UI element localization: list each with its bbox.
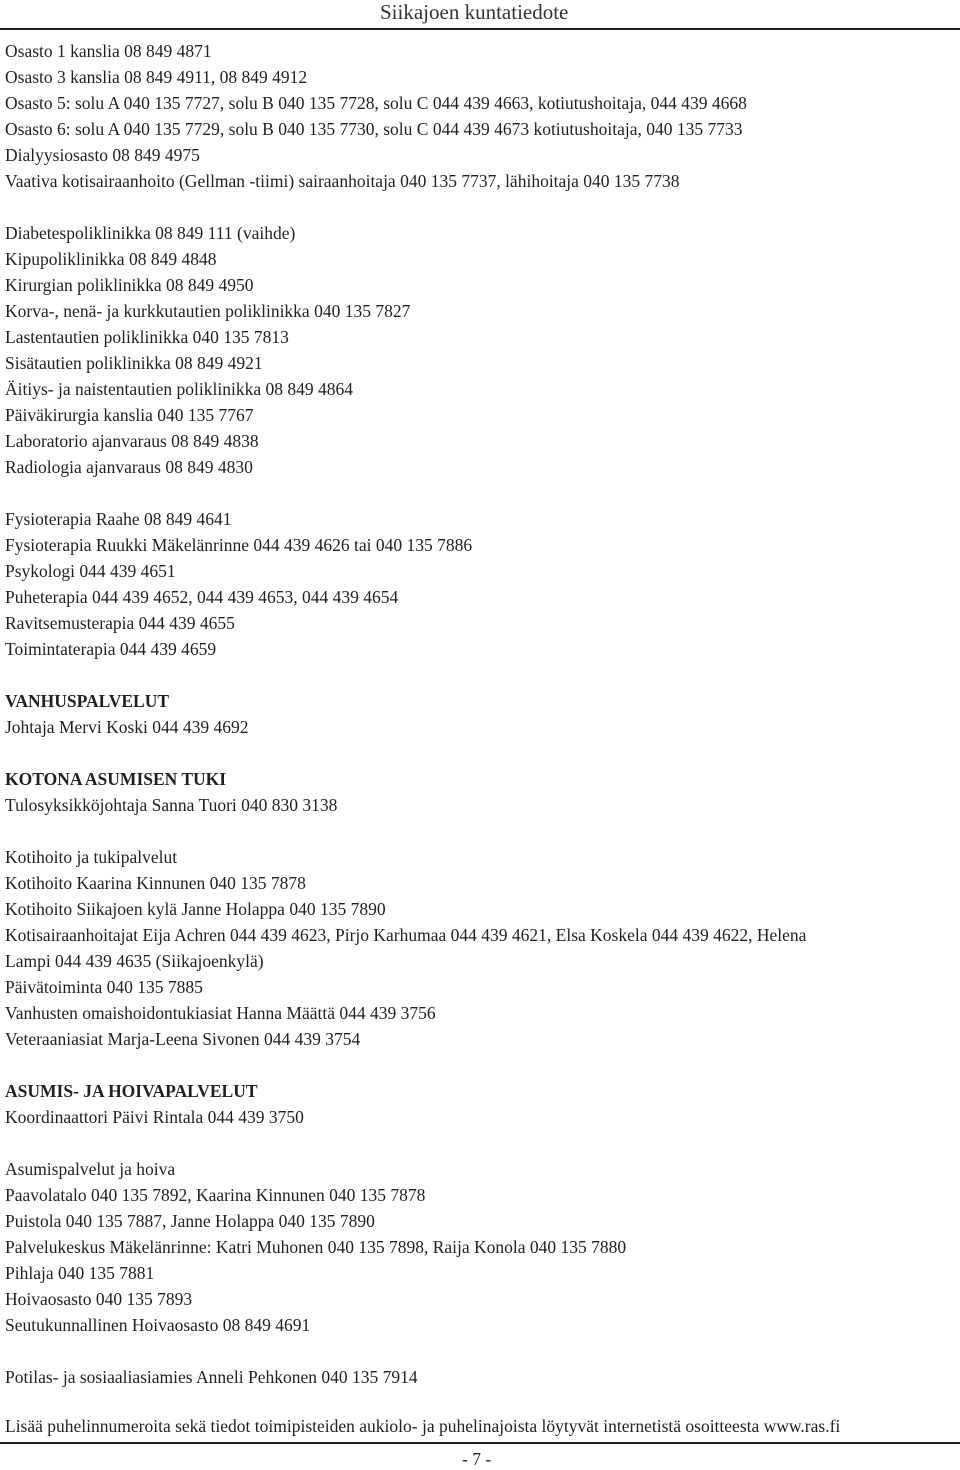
caregiver-support-line: Vanhusten omaishoidontukiasiat Hanna Määttä 044 439 3756 xyxy=(5,1003,436,1023)
spacer xyxy=(5,1130,955,1156)
regional-care-ward-line: Seutukunnallinen Hoivaosasto 08 849 4691 xyxy=(5,1315,311,1335)
ombudsman-line: Potilas- ja sosiaaliasiamies Anneli Pehkonen 040 135 7914 xyxy=(5,1367,418,1387)
ward-5-line: Osasto 5: solu A 040 135 7727, solu B 040 135 7728, solu C 044 439 4663, kotiutushoitaja, 044 439 4668 xyxy=(5,93,747,113)
home-nurses-line: Kotisairaanhoitajat Eija Achren 044 439 4623, Pirjo Karhumaa 044 439 4621, Elsa Koskela 044 439 4622, Helena xyxy=(5,925,807,945)
laboratory-line: Laboratorio ajanvaraus 08 849 4838 xyxy=(5,431,259,451)
contact-list xyxy=(5,38,955,1390)
physiotherapy-raahe-line: Fysioterapia Raahe 08 849 4641 xyxy=(5,509,232,529)
psychologist-line: Psykologi 044 439 4651 xyxy=(5,561,176,581)
pediatric-clinic-line: Lastentautien poliklinikka 040 135 7813 xyxy=(5,327,289,347)
housing-care-subheading: Asumispalvelut ja hoiva xyxy=(5,1159,176,1179)
pihlaja-line: Pihlaja 040 135 7881 xyxy=(5,1263,155,1283)
day-surgery-line: Päiväkirurgia kanslia 040 135 7767 xyxy=(5,405,254,425)
radiology-line: Radiologia ajanvaraus 08 849 4830 xyxy=(5,457,253,477)
internal-medicine-clinic-line: Sisätautien poliklinikka 08 849 4921 xyxy=(5,353,263,373)
day-activity-line: Päivätoiminta 040 135 7885 xyxy=(5,977,203,997)
puistola-line: Puistola 040 135 7887, Janne Holappa 040 135 7890 xyxy=(5,1211,375,1231)
surgery-clinic-line: Kirurgian poliklinikka 08 849 4950 xyxy=(5,275,254,295)
veteran-affairs-line: Veteraaniasiat Marja-Leena Sivonen 044 439 3754 xyxy=(5,1029,361,1049)
spacer xyxy=(5,1338,955,1364)
ward-1-line: Osasto 1 kanslia 08 849 4871 xyxy=(5,41,212,61)
occupational-therapy-line: Toimintaterapia 044 439 4659 xyxy=(5,639,217,659)
spacer xyxy=(5,1052,955,1078)
header-divider xyxy=(0,28,960,30)
ent-clinic-line: Korva-, nenä- ja kurkkutautien poliklinikka 040 135 7827 xyxy=(5,301,411,321)
coordinator-line: Koordinaattori Päivi Rintala 044 439 3750 xyxy=(5,1107,304,1127)
home-hospital-care-line: Vaativa kotisairaanhoito (Gellman -tiimi) sairaanhoitaja 040 135 7737, lähihoitaja 040 135 7738 xyxy=(5,171,680,191)
spacer xyxy=(5,662,955,688)
paavolatalo-line: Paavolatalo 040 135 7892, Kaarina Kinnunen 040 135 7878 xyxy=(5,1185,426,1205)
dialysis-line: Dialyysiosasto 08 849 4975 xyxy=(5,145,200,165)
director-line: Johtaja Mervi Koski 044 439 4692 xyxy=(5,717,249,737)
pain-clinic-line: Kipupoliklinikka 08 849 4848 xyxy=(5,249,217,269)
page-header-title: Siikajoen kuntatiedote xyxy=(380,0,569,24)
spacer xyxy=(5,480,955,506)
ward-6-line: Osasto 6: solu A 040 135 7729, solu B 040 135 7730, solu C 044 439 4673 kotiutushoitaja, 040 135 7733 xyxy=(5,119,743,139)
home-care-subheading: Kotihoito ja tukipalvelut xyxy=(5,847,178,867)
page-number: - 7 - xyxy=(462,1449,492,1469)
footer-note: Lisää puhelinnumeroita sekä tiedot toimipisteiden aukiolo- ja puhelinajoista löytyvät internetistä osoitteesta www.ras.fi xyxy=(5,1416,841,1436)
home-care-kinnunen-line: Kotihoito Kaarina Kinnunen 040 135 7878 xyxy=(5,873,306,893)
section-heading-elderly-services: VANHUSPALVELUT xyxy=(5,691,170,711)
care-ward-line: Hoivaosasto 040 135 7893 xyxy=(5,1289,193,1309)
service-center-line: Palvelukeskus Mäkelänrinne: Katri Muhonen 040 135 7898, Raija Konola 040 135 7880 xyxy=(5,1237,627,1257)
nutrition-therapy-line: Ravitsemusterapia 044 439 4655 xyxy=(5,613,235,633)
spacer xyxy=(5,818,955,844)
home-nurses-line-continued: Lampi 044 439 4635 (Siikajoenkylä) xyxy=(5,951,264,971)
section-heading-housing-care: ASUMIS- JA HOIVAPALVELUT xyxy=(5,1081,258,1101)
home-care-holappa-line: Kotihoito Siikajoen kylä Janne Holappa 040 135 7890 xyxy=(5,899,386,919)
maternity-clinic-line: Äitiys- ja naistentautien poliklinikka 08 849 4864 xyxy=(5,379,354,399)
unit-director-line: Tulosyksikköjohtaja Sanna Tuori 040 830 3138 xyxy=(5,795,338,815)
footer-divider xyxy=(0,1442,960,1444)
physiotherapy-ruukki-line: Fysioterapia Ruukki Mäkelänrinne 044 439 4626 tai 040 135 7886 xyxy=(5,535,473,555)
diabetes-clinic-line: Diabetespoliklinikka 08 849 111 (vaihde) xyxy=(5,223,296,243)
spacer xyxy=(5,194,955,220)
ward-3-line: Osasto 3 kanslia 08 849 4911, 08 849 4912 xyxy=(5,67,308,87)
section-heading-home-support: KOTONA ASUMISEN TUKI xyxy=(5,769,227,789)
speech-therapy-line: Puheterapia 044 439 4652, 044 439 4653, 044 439 4654 xyxy=(5,587,399,607)
spacer xyxy=(5,740,955,766)
